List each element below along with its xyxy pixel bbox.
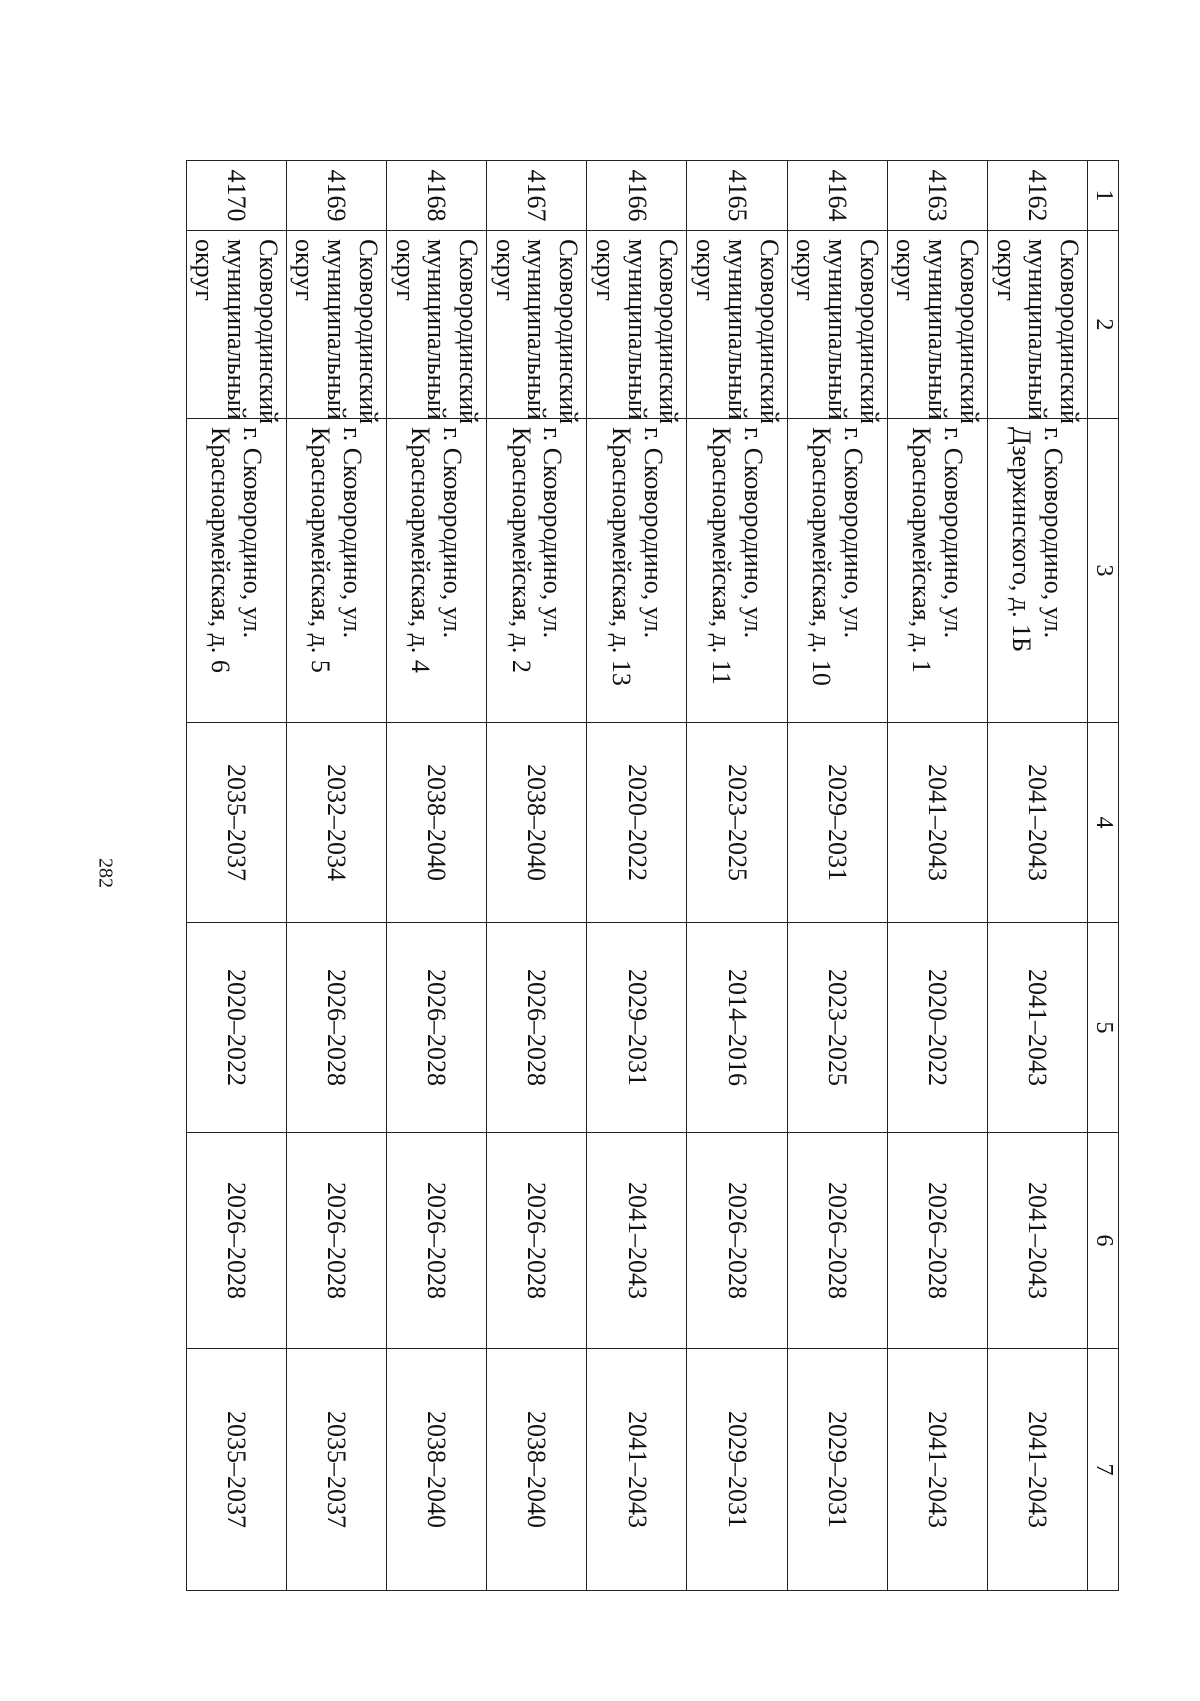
row-id: 4163 [887, 161, 987, 231]
district-cell: Сковородинский муниципальный округ [987, 231, 1087, 419]
header-col-3: 3 [1088, 419, 1119, 723]
col4-cell: 2032–2034 [286, 723, 386, 923]
district-cell: Сковородинский муниципальный округ [687, 231, 787, 419]
district-cell: Сковородинский муниципальный округ [386, 231, 486, 419]
table-row [587, 161, 687, 1591]
district-cell: Сковородинский муниципальный округ [487, 231, 587, 419]
col7-cell: 2029–2031 [687, 1349, 787, 1591]
address-cell: г. Сковородино, ул. Красноармейская, д. 1 [887, 419, 987, 723]
district-cell: Сковородинский муниципальный округ [286, 231, 386, 419]
table-row [787, 161, 887, 1591]
col6-cell: 2026–2028 [687, 1133, 787, 1349]
page-number: 282 [94, 858, 117, 888]
col4-cell: 2035–2037 [186, 723, 286, 923]
address-cell: г. Сковородино, ул. Красноармейская, д. 10 [787, 419, 887, 723]
header-col-4: 4 [1088, 723, 1119, 923]
header-col-6: 6 [1088, 1133, 1119, 1349]
header-col-1: 1 [1088, 161, 1119, 231]
table-header [1088, 161, 1119, 1591]
table-row [186, 161, 286, 1591]
row-id: 4170 [186, 161, 286, 231]
col6-cell: 2026–2028 [186, 1133, 286, 1349]
address-cell: г. Сковородино, ул. Красноармейская, д. 4 [386, 419, 486, 723]
row-id: 4165 [687, 161, 787, 231]
col7-cell: 2041–2043 [887, 1349, 987, 1591]
rotated-table-container [190, 160, 1119, 1590]
col5-cell: 2026–2028 [487, 923, 587, 1133]
col4-cell: 2041–2043 [987, 723, 1087, 923]
col7-cell: 2038–2040 [487, 1349, 587, 1591]
col4-cell: 2038–2040 [487, 723, 587, 923]
row-id: 4167 [487, 161, 587, 231]
col4-cell: 2038–2040 [386, 723, 486, 923]
address-cell: г. Сковородино, ул. Красноармейская, д. 11 [687, 419, 787, 723]
table-row [386, 161, 486, 1591]
col5-cell: 2020–2022 [186, 923, 286, 1133]
col4-cell: 2029–2031 [787, 723, 887, 923]
col5-cell: 2026–2028 [386, 923, 486, 1133]
address-cell: г. Сковородино, ул. Красноармейская, д. 6 [186, 419, 286, 723]
col6-cell: 2041–2043 [987, 1133, 1087, 1349]
address-cell: г. Сковородино, ул. Красноармейская, д. 2 [487, 419, 587, 723]
col6-cell: 2026–2028 [386, 1133, 486, 1349]
row-id: 4166 [587, 161, 687, 231]
col5-cell: 2041–2043 [987, 923, 1087, 1133]
address-cell: г. Сковородино, ул. Дзержинского, д. 1Б [987, 419, 1087, 723]
table-row [286, 161, 386, 1591]
row-id: 4164 [787, 161, 887, 231]
col7-cell: 2035–2037 [286, 1349, 386, 1591]
col6-cell: 2041–2043 [587, 1133, 687, 1349]
col4-cell: 2023–2025 [687, 723, 787, 923]
row-id: 4162 [987, 161, 1087, 231]
district-cell: Сковородинский муниципальный округ [587, 231, 687, 419]
row-id: 4168 [386, 161, 486, 231]
row-id: 4169 [286, 161, 386, 231]
col7-cell: 2041–2043 [987, 1349, 1087, 1591]
table-body [186, 161, 1087, 1591]
table-row [987, 161, 1087, 1591]
col4-cell: 2020–2022 [587, 723, 687, 923]
district-cell: Сковородинский муниципальный округ [787, 231, 887, 419]
address-cell: г. Сковородино, ул. Красноармейская, д. 5 [286, 419, 386, 723]
table-row [887, 161, 987, 1591]
district-cell: Сковородинский муниципальный округ [887, 231, 987, 419]
col5-cell: 2026–2028 [286, 923, 386, 1133]
col7-cell: 2038–2040 [386, 1349, 486, 1591]
table-row [487, 161, 587, 1591]
header-col-7: 7 [1088, 1349, 1119, 1591]
col4-cell: 2041–2043 [887, 723, 987, 923]
col5-cell: 2023–2025 [787, 923, 887, 1133]
district-cell: Сковородинский муниципальный округ [186, 231, 286, 419]
header-row [1088, 161, 1119, 1591]
col7-cell: 2035–2037 [186, 1349, 286, 1591]
col6-cell: 2026–2028 [887, 1133, 987, 1349]
schedule-table [186, 160, 1119, 1591]
header-col-5: 5 [1088, 923, 1119, 1133]
col5-cell: 2029–2031 [587, 923, 687, 1133]
col7-cell: 2041–2043 [587, 1349, 687, 1591]
header-col-2: 2 [1088, 231, 1119, 419]
col6-cell: 2026–2028 [286, 1133, 386, 1349]
col5-cell: 2020–2022 [887, 923, 987, 1133]
col7-cell: 2029–2031 [787, 1349, 887, 1591]
address-cell: г. Сковородино, ул. Красноармейская, д. 13 [587, 419, 687, 723]
col6-cell: 2026–2028 [487, 1133, 587, 1349]
col6-cell: 2026–2028 [787, 1133, 887, 1349]
col5-cell: 2014–2016 [687, 923, 787, 1133]
table-row [687, 161, 787, 1591]
